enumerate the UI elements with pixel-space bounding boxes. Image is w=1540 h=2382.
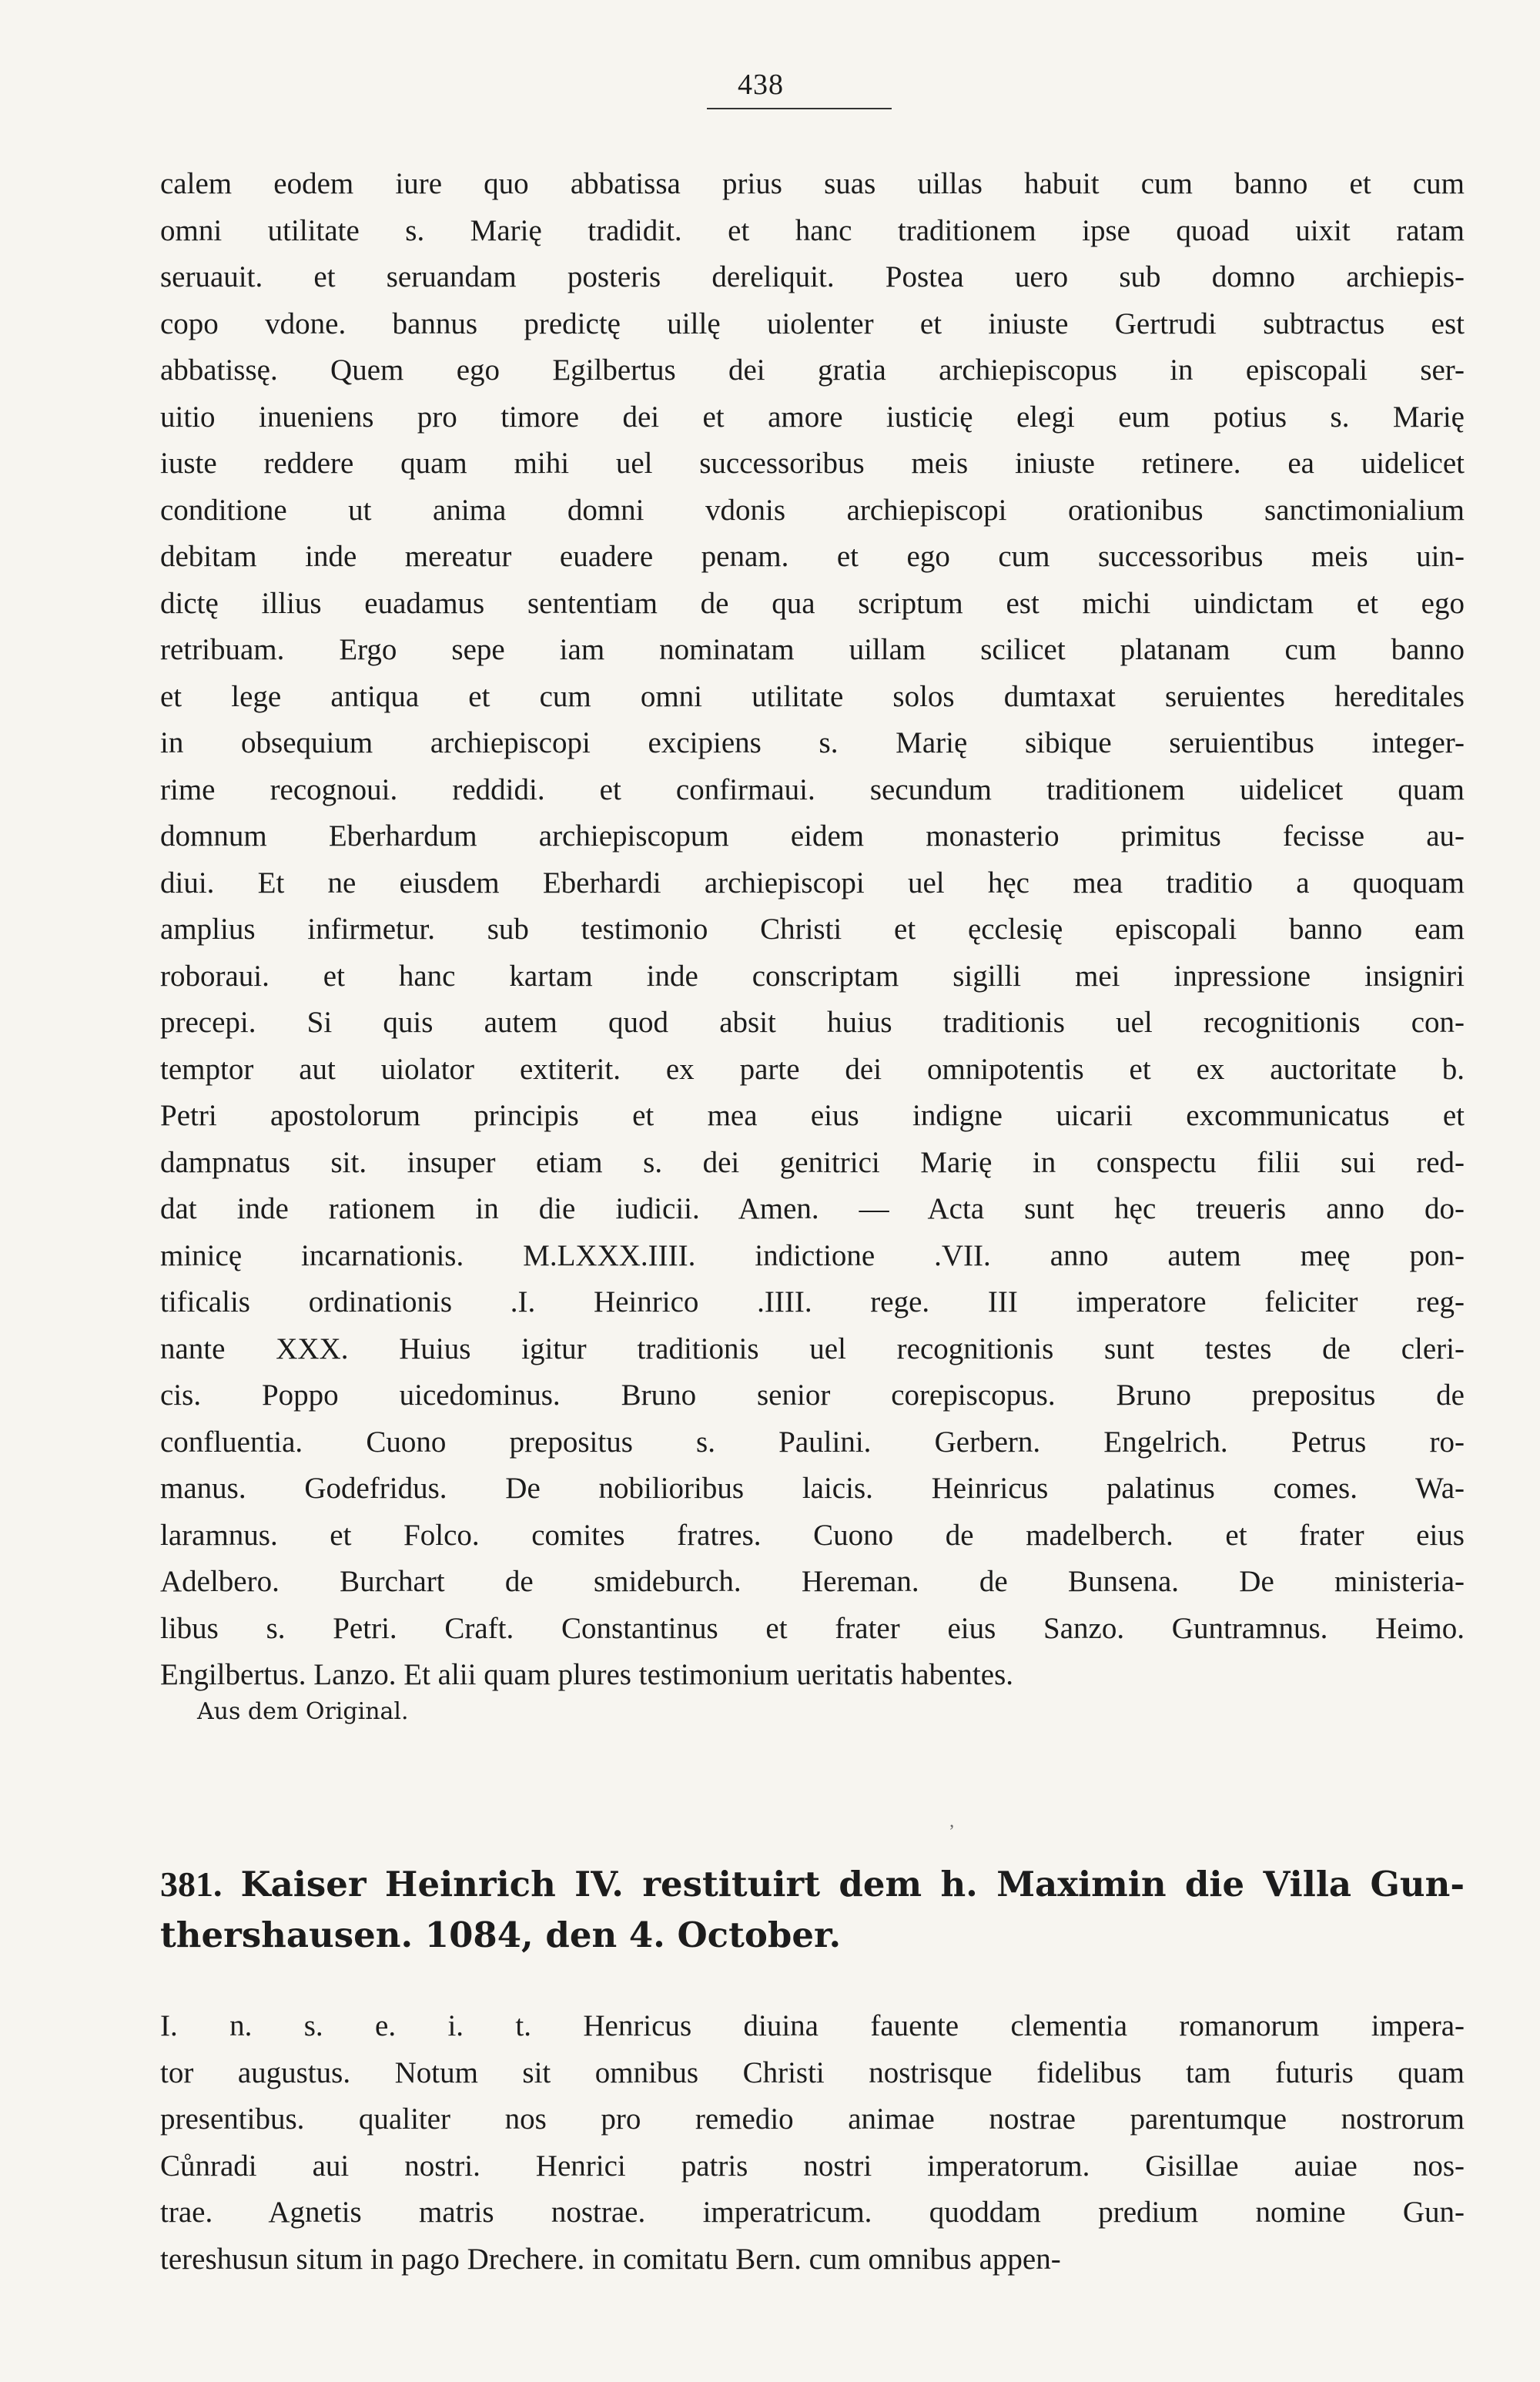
text-line: temptor aut uiolator extiterit. ex parte dei omnipotentis et ex auctoritate b. [160, 1052, 1465, 1086]
text-line: cis. Poppo uicedominus. Bruno senior corepiscopus. Bruno prepositus de [160, 1379, 1465, 1412]
text-line: dictę illius euadamus sententiam de qua scriptum est michi uindictam et ego [160, 586, 1465, 620]
page-number: 438 [738, 69, 784, 101]
text-line: calem eodem iure quo abbatissa prius suas uillas habuit cum banno et cum [160, 167, 1465, 200]
text-line: diui. Et ne eiusdem Eberhardi archiepiscopi uel hęc mea traditio a quoquam [160, 866, 1465, 900]
section-heading-line-2 [160, 1915, 1465, 1955]
text-line: omni utilitate s. Marię tradidit. et hanc traditionem ipse quoad uixit ratam [160, 213, 1465, 247]
section-text-line: presentibus. qualiter nos pro remedio animae nostrae parentumque nostrorum [160, 2102, 1465, 2136]
text-line: precepi. Si quis autem quod absit huius traditionis uel recognitionis con- [160, 1006, 1465, 1039]
section-heading-line-1 [160, 1864, 1465, 1905]
section-number: 381. [160, 1864, 223, 1904]
source-note: Aus dem Original. [197, 1698, 409, 1725]
section-title-1: Kaiser Heinrich IV. restituirt dem h. Maximin die Villa Gun- [240, 1864, 1465, 1905]
text-line: et lege antiqua et cum omni utilitate solos dumtaxat seruientes hereditales [160, 679, 1465, 713]
section-title-2: thershausen. 1084, den 4. October. [160, 1915, 842, 1955]
text-line: dampnatus sit. insuper etiam s. dei genitrici Marię in conspectu filii sui red- [160, 1145, 1465, 1179]
text-line: nante XXX. Huius igitur traditionis uel recognitionis sunt testes de cleri- [160, 1332, 1465, 1365]
text-line: amplius infirmetur. sub testimonio Christi et ęcclesię episcopali banno eam [160, 913, 1465, 946]
text-line: tificalis ordinationis .I. Heinrico .IIII. rege. III imperatore feliciter reg- [160, 1285, 1465, 1318]
text-line: Adelbero. Burchart de smideburch. Hereman. de Bunsena. De ministeria- [160, 1565, 1465, 1598]
text-line: libus s. Petri. Craft. Constantinus et frater eius Sanzo. Guntramnus. Heimo. [160, 1611, 1465, 1645]
text-line: domnum Eberhardum archiepiscopum eidem monasterio primitus fecisse au- [160, 819, 1465, 853]
text-line: laramnus. et Folco. comites fratres. Cuono de madelberch. et frater eius [160, 1518, 1465, 1552]
text-line: copo vdone. bannus predictę uillę uiolenter et iniuste Gertrudi subtractus est [160, 307, 1465, 340]
stray-mark: ‚ [949, 1811, 955, 1831]
text-line: debitam inde mereatur euadere penam. et ego cum successoribus meis uin- [160, 540, 1465, 573]
text-line: conditione ut anima domni vdonis archiepiscopi orationibus sanctimonialium [160, 493, 1465, 527]
text-line: in obsequium archiepiscopi excipiens s. Marię sibique seruientibus integer- [160, 726, 1465, 759]
section-text-line: tor augustus. Notum sit omnibus Christi nostrisque fidelibus tam futuris quam [160, 2055, 1465, 2089]
text-line: Engilbertus. Lanzo. Et alii quam plures testimonium ueritatis habentes. [160, 1658, 1013, 1691]
text-line: minicę incarnationis. M.LXXX.IIII. indictione .VII. anno autem meę pon- [160, 1238, 1465, 1272]
section-text-line: Cůnradi aui nostri. Henrici patris nostri imperatorum. Gisillae auiae nos- [160, 2149, 1465, 2183]
text-line: Petri apostolorum principis et mea eius indigne uicarii excommunicatus et [160, 1099, 1465, 1132]
text-line: retribuam. Ergo sepe iam nominatam uillam scilicet platanam cum banno [160, 633, 1465, 666]
text-line: manus. Godefridus. De nobilioribus laicis. Heinricus palatinus comes. Wa- [160, 1472, 1465, 1505]
section-text-line: trae. Agnetis matris nostrae. imperatricum. quoddam predium nomine Gun- [160, 2196, 1465, 2229]
text-line: iuste reddere quam mihi uel successoribus meis iniuste retinere. ea uidelicet [160, 447, 1465, 480]
text-line: roboraui. et hanc kartam inde conscriptam sigilli mei inpressione insigniri [160, 959, 1465, 993]
page-number-rule [707, 108, 892, 109]
text-line: uitio inueniens pro timore dei et amore iusticię elegi eum potius s. Marię [160, 400, 1465, 434]
section-text-line: I. n. s. e. i. t. Henricus diuina fauente clementia romanorum impera- [160, 2009, 1465, 2042]
text-line: abbatissę. Quem ego Egilbertus dei gratia archiepiscopus in episcopali ser- [160, 353, 1465, 387]
section-text-line: tereshusun situm in pago Drechere. in comitatu Bern. cum omnibus appen- [160, 2242, 1061, 2276]
text-line: dat inde rationem in die iudicii. Amen. — Acta sunt hęc treueris anno do- [160, 1192, 1465, 1225]
text-line: rime recognoui. reddidi. et confirmaui. secundum traditionem uidelicet quam [160, 772, 1465, 806]
text-line: seruauit. et seruandam posteris dereliquit. Postea uero sub domno archiepis- [160, 260, 1465, 293]
text-line: confluentia. Cuono prepositus s. Paulini. Gerbern. Engelrich. Petrus ro- [160, 1425, 1465, 1459]
